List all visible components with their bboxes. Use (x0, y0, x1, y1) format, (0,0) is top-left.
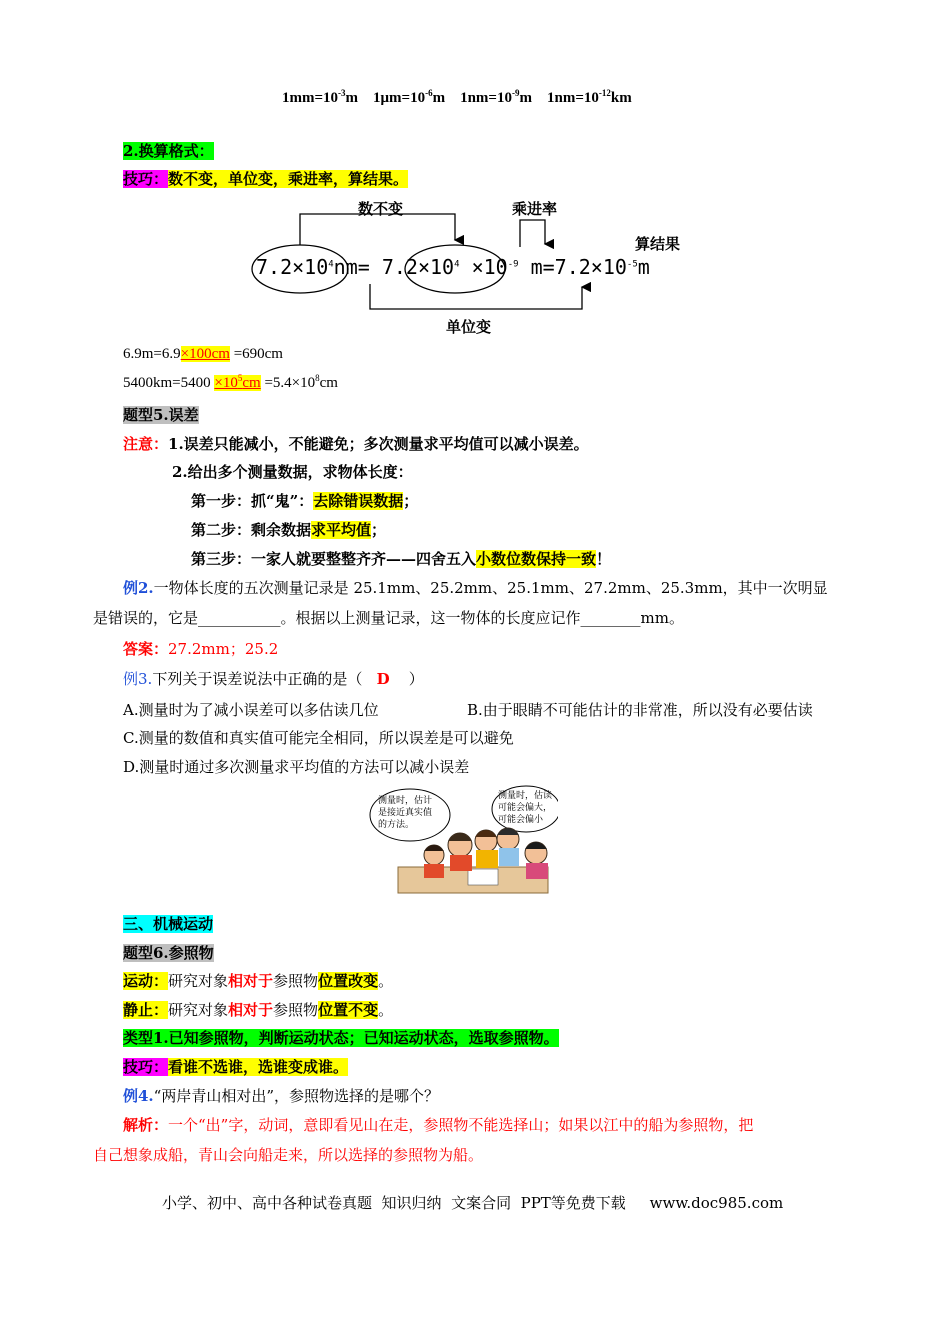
example-2: 例2.一物体长度的五次测量记录是 25.1mm、25.2mm、25.1mm、27.2mm、25.3mm，其中一次明显 是错误的，它是___________。根据以上测量记录，这一物体的长度应记作________mm。 (93, 579, 828, 627)
example-3-question: 例3.下列关于误差说法中正确的是（ D ） (123, 670, 424, 688)
conversion-diagram (250, 192, 732, 334)
label-number-unchanged: 数不变 (358, 200, 404, 218)
conversion-tip: 技巧：数不变，单位变，乘进率，算结果。 (123, 170, 409, 188)
category-1: 类型1.已知参照物，判断运动状态；已知运动状态，选取参照物。 (123, 1029, 559, 1047)
step-2: 第二步：剩余数据求平均值； (191, 521, 387, 539)
page-footer: 小学、初中、高中各种试卷真题 知识归纳 文案合同 PPT等免费下载 www.doc985.com (162, 1194, 784, 1212)
type5-heading: 题型5.误差 (123, 406, 199, 424)
option-c: C.测量的数值和真实值可能完全相同，所以误差是可以避免 (123, 729, 514, 747)
step-1: 第一步：抓“鬼”：去除错误数据； (191, 492, 419, 510)
example-2-answer: 答案：27.2mm；25.2 (123, 640, 279, 658)
diagram-formula: $7.2\times 10^4nm= 7.2\times 10^4 \times 10^{-9}$ $m=7.2\times 10^{-5}m$ (256, 255, 650, 279)
example-4-solution: 解析：一个“出”字，动词，意即看见山在走，参照物不能选择山；如果以江中的船为参照物，把 自己想象成船，青山会向船走来，所以选择的参照物为船。 (93, 1116, 754, 1164)
type6-heading: 题型6.参照物 (123, 944, 214, 962)
step-3: 第三步：一家人就要整整齐齐——四舍五入小数位数保持一致！ (191, 550, 612, 568)
example-4-question: 例4.“两岸青山相对出”，参照物选择的是哪个？ (123, 1087, 440, 1105)
section3-heading: 三、机械运动 (123, 915, 214, 933)
definition-rest: 静止：研究对象相对于参照物位置不变。 (123, 1001, 394, 1019)
note-line-1: 注意：1.误差只能减小，不能避免；多次测量求平均值可以减小误差。 (123, 435, 589, 453)
label-unit-change: 单位变 (446, 318, 492, 336)
reference-tip: 技巧：看谁不选谁，选谁变成谁。 (123, 1058, 349, 1076)
bubble-left-text: 测量时，估计 是接近真实值 的方法。 (378, 796, 433, 830)
bubble-right-text: 测量时，估读 可能会偏大， 可能会偏小 (498, 791, 553, 825)
conversion-example-2: $5400km=5400 \times 10^5cm =5.4\times 10^8cm$ (123, 373, 338, 391)
cartoon-illustration (368, 785, 558, 900)
option-d: D.测量时通过多次测量求平均值的方法可以减小误差 (123, 758, 470, 776)
unit-conversion-line: $1mm=10^{-3}m$ $1\mu m=10^{-6}m$ $1nm=10^{-9}m$ $1nm=10^{-12}km$ (282, 88, 632, 106)
note-line-2: 2.给出多个测量数据，求物体长度： (172, 463, 413, 481)
label-result: 算结果 (635, 235, 681, 253)
section-heading-conversion-format: 2.换算格式： (123, 142, 214, 160)
label-multiply-rate: 乘进率 (512, 200, 558, 218)
option-a: A.测量时为了减小误差可以多估读几位 (123, 701, 379, 719)
definition-motion: 运动：研究对象相对于参照物位置改变。 (123, 972, 394, 990)
conversion-example-1: 6.9m=6.9×100cm =690cm (123, 346, 283, 362)
option-b: B.由于眼睛不可能估计的非常准，所以没有必要估读 (467, 701, 813, 719)
